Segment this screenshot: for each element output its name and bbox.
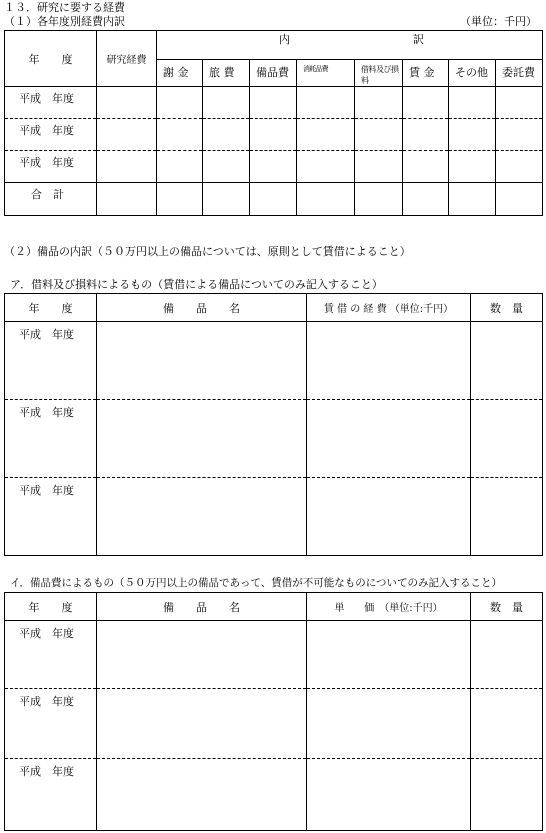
row-year-label: 平成 年度 [5,478,97,556]
col-honorarium: 謝 金 [157,60,203,87]
row-year-label: 平成 年度 [5,400,97,478]
section-title: １３．研究に要する経費 [4,1,125,14]
unit-label: （単位：千円） [460,15,537,28]
row-year-label: 平成 年度 [5,759,97,831]
table-row [5,478,543,556]
row-year-label: 平成 年度 [5,87,97,119]
rental-cost-header: 賃 借 の 経 費 （単位:千円） [307,294,471,322]
table-row [5,119,543,151]
col-other: その他 [449,60,496,87]
table-row [5,400,543,478]
part2b-title: イ．備品費によるもの（５０万円以上の備品であって、賃借が不可能なものについてのみ記入すること） [10,577,503,589]
col-commission: 委託費 [496,60,543,87]
equipment-name-header: 備 品 名 [97,294,307,322]
col-rental: 借料及び損料 [355,60,403,87]
breakdown-left-label: 内 [279,33,290,46]
year-header: 年 度 [5,593,97,621]
table-row [5,87,543,119]
row-year-label: 平成 年度 [5,322,97,400]
research-cost-header: 研究経費 [97,31,157,87]
row-year-label: 平成 年度 [5,621,97,689]
breakdown-header [157,31,543,60]
row-year-label: 平成 年度 [5,151,97,183]
part2a-title: ア．借料及び損料によるもの（賃借による備品についてのみ記入すること） [10,278,383,291]
table-row [5,322,543,400]
part2-title: （２）備品の内訳（５０万円以上の備品については、原則として賃借によること） [4,245,411,258]
rental-equipment-table [4,293,543,556]
equipment-name-header: 備 品 名 [97,593,307,621]
quantity-header: 数 量 [471,593,543,621]
cost-breakdown-table [4,30,543,216]
part1-title: （１）各年度別経費内訳 [4,15,125,28]
quantity-header: 数 量 [471,294,543,322]
col-equipment: 備品費 [250,60,297,87]
year-header: 年 度 [5,31,97,87]
table-row [5,689,543,759]
col-consumables: 消耗品費 [297,60,355,87]
table-row [5,151,543,183]
row-year-label: 平成 年度 [5,119,97,151]
unit-price-header: 単 価 （単位:千円） [307,593,471,621]
total-row [5,183,543,216]
row-year-label: 平成 年度 [5,689,97,759]
col-wages: 賃 金 [403,60,449,87]
table-row [5,621,543,689]
col-travel: 旅 費 [203,60,250,87]
total-label: 合 計 [5,183,97,216]
purchased-equipment-table [4,592,543,831]
breakdown-right-label: 訳 [413,33,424,46]
table-row [5,759,543,831]
year-header: 年 度 [5,294,97,322]
